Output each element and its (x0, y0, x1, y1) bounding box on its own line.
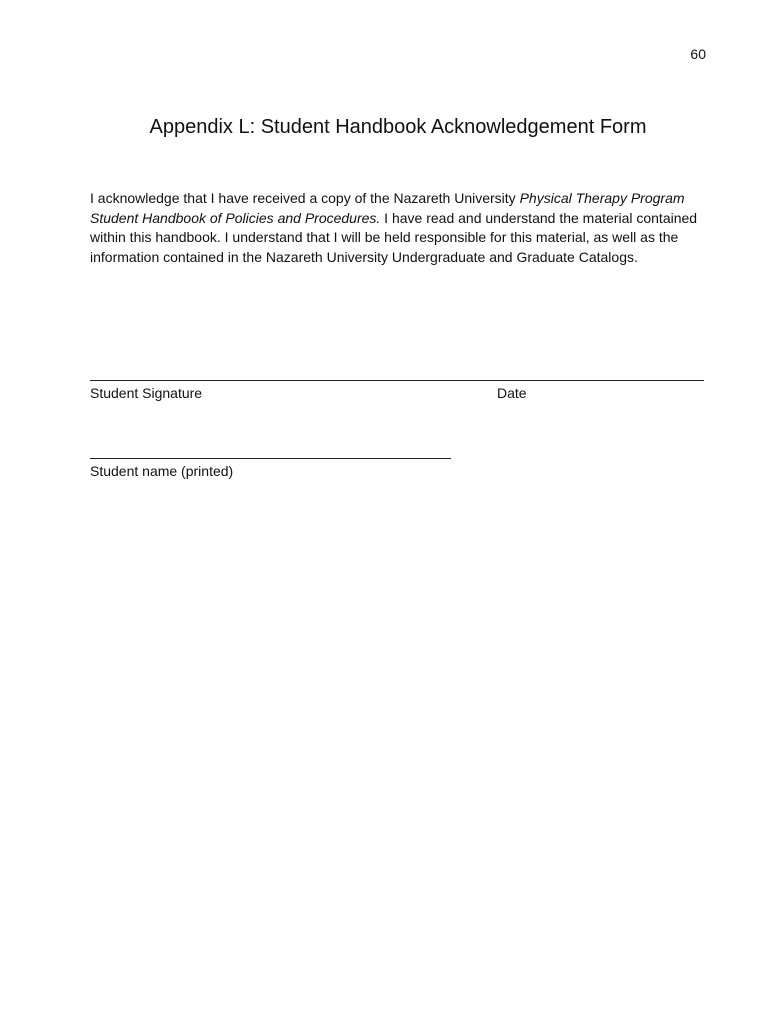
acknowledgement-paragraph (90, 189, 704, 267)
page-title: Appendix L: Student Handbook Acknowledgement Form (149, 116, 647, 138)
student-signature-label: Student Signature (90, 385, 203, 401)
acknowledgement-text-intro: I acknowledge that I have received a copy of the Nazareth University (90, 190, 520, 206)
acknowledgement-text-rest: I have read and understand the material contained within this handbook. I understand that I will be held responsible for this material, as well as the information contained in the Nazareth University Undergraduate and Graduate Catalogs. (90, 209, 698, 265)
handbook-title: Physical Therapy Program Student Handbook of Policies and Procedures. (90, 190, 685, 226)
signature-date-line[interactable] (90, 380, 704, 381)
printed-name-line[interactable] (90, 458, 451, 459)
date-label: Date (497, 385, 527, 401)
student-name-label: Student name (printed) (90, 463, 234, 479)
page-number: 60 (690, 46, 706, 62)
